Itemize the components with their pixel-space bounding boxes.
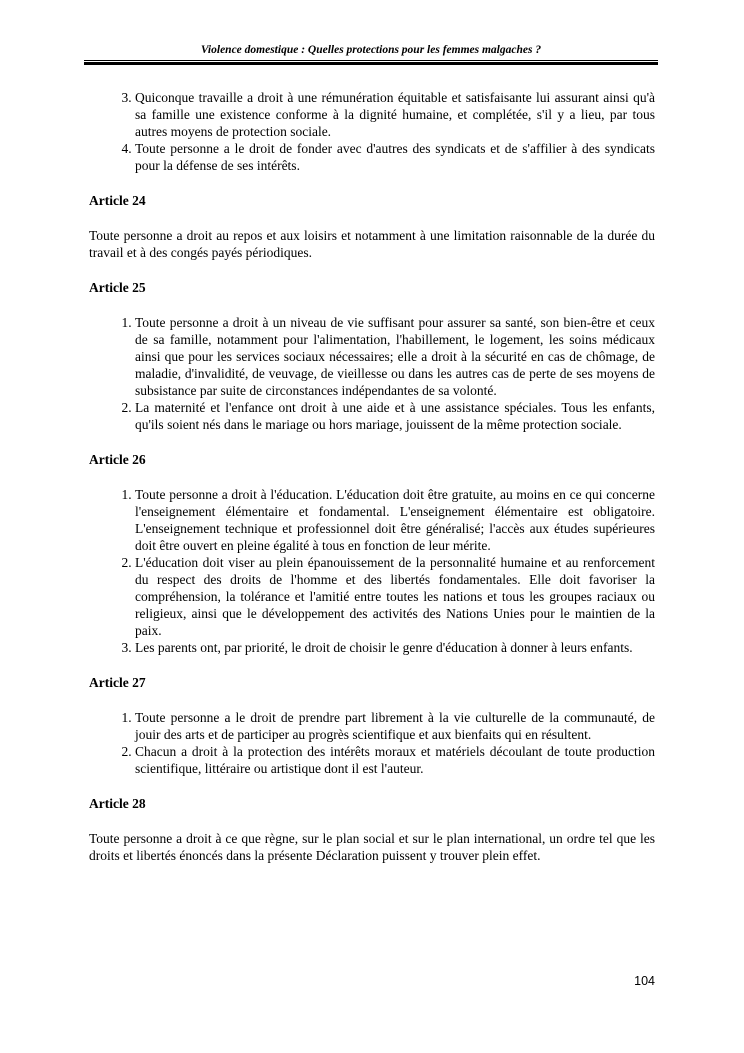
list-item: 1. Toute personne a le droit de prendre part librement à la vie culturelle de la communauté, de jouir des arts et de participer au progrès scientifique et aux bienfaits qui en résultent. (135, 709, 655, 743)
article-27-heading: Article 27 (89, 675, 146, 690)
list-item: 1. Toute personne a droit à un niveau de vie suffisant pour assurer sa santé, son bien-être et ceux de sa famille, notamment pour l'alimentation, l'habillement, le logement, les soins médicaux ainsi que pour les services sociaux nécessaires; elle a droit à la sécurité en cas de chômage, de maladie, d'invalidité, de veuvage, de vieillesse ou dans les autres cas de perte de ses moyens de subsistance par suite de circonstances indépendantes de sa volonté. (135, 314, 655, 399)
article-26-heading: Article 26 (89, 452, 146, 467)
article-28-text: Toute personne a droit à ce que règne, sur le plan social et sur le plan international, un ordre tel que les droits et libertés énoncés dans la présente Déclaration puissent y trouver plein effet. (89, 831, 655, 863)
article-25-heading: Article 25 (89, 280, 146, 295)
header-rule-thick (84, 62, 658, 65)
list-item: 2. Chacun a droit à la protection des intérêts moraux et matériels découlant de toute production scientifique, littéraire ou artistique dont il est l'auteur. (135, 743, 655, 777)
list-item: 3. Les parents ont, par priorité, le droit de choisir le genre d'éducation à donner à leurs enfants. (135, 639, 655, 656)
list-item: 1. Toute personne a droit à l'éducation. L'éducation doit être gratuite, au moins en ce qui concerne l'enseignement élémentaire et fondamental. L'enseignement élémentaire est obligatoire. L'enseignement technique et professionnel doit être généralisé; l'accès aux études supérieures doit être ouvert en pleine égalité à tous en fonction de leur mérite. (135, 486, 655, 554)
list-item: 3. Quiconque travaille a droit à une rémunération équitable et satisfaisante lui assurant ainsi qu'à sa famille une existence conforme à la dignité humaine, et complétée, s'il y a lieu, par tous autres moyens de protection sociale. (135, 89, 655, 140)
header-rule-thin (84, 60, 658, 61)
article-23-list (89, 89, 655, 174)
article-24-text: Toute personne a droit au repos et aux loisirs et notamment à une limitation raisonnable de la durée du travail et à des congés payés périodiques. (89, 228, 655, 260)
list-item: 4. Toute personne a le droit de fonder avec d'autres des syndicats et de s'affilier à des syndicats pour la défense de ses intérêts. (135, 140, 655, 174)
article-24-heading: Article 24 (89, 193, 146, 208)
list-item: 2. La maternité et l'enfance ont droit à une aide et à une assistance spéciales. Tous les enfants, qu'ils soient nés dans le mariage ou hors mariage, jouissent de la même protection sociale. (135, 399, 655, 433)
page-number: 104 (634, 974, 655, 988)
page-body (89, 89, 655, 864)
article-25-list (89, 314, 655, 433)
article-26-list (89, 486, 655, 656)
list-item: 2. L'éducation doit viser au plein épanouissement de la personnalité humaine et au renforcement du respect des droits de l'homme et des libertés fondamentales. Elle doit favoriser la compréhension, la tolérance et l'amitié entre toutes les nations et tous les groupes raciaux ou religieux, ainsi que le développement des activités des Nations Unies pour le maintien de la paix. (135, 554, 655, 639)
article-28-heading: Article 28 (89, 796, 146, 811)
article-27-list (89, 709, 655, 777)
running-header: Violence domestique : Quelles protections pour les femmes malgaches ? (200, 44, 542, 56)
